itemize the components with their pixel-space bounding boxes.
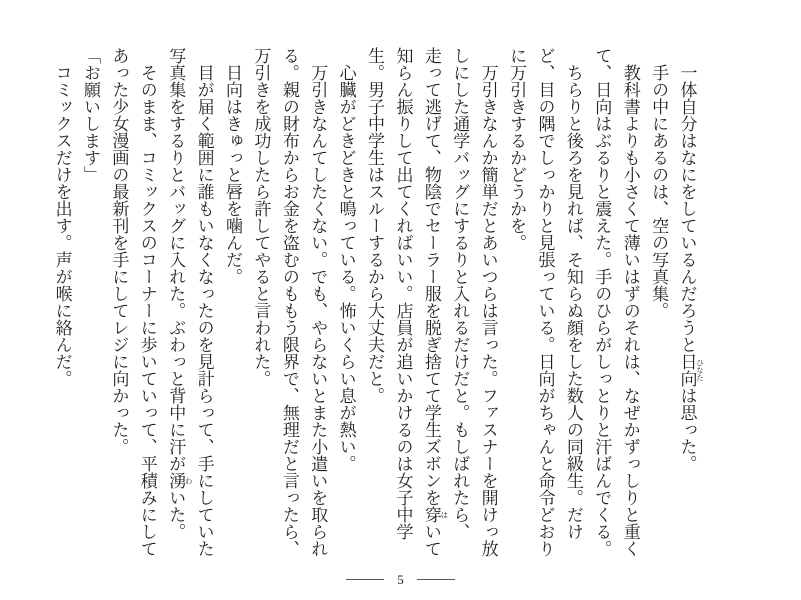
paragraph: 心臓がどきどきと鳴っている。怖いくらい息が熱い。 <box>336 64 356 472</box>
paragraph: ちらりと後ろを見れば、そ知らぬ顔をした数人の同級生。だけど、目の隅でしっかりと見張っている。日向がちゃんと命令どおりに万引きするかどうかを。 <box>507 47 583 557</box>
paragraph: そのまま、コミックスのコーナーに歩いていって、平積みにしてあった少女漫画の最新刊を手にしてレジに向かった。 <box>109 47 157 557</box>
ruby-annotated-word: 日向 ひなた <box>677 353 705 387</box>
footer-rule-left <box>346 579 384 580</box>
paragraph: 目が届く範囲に誰もいなくなったのを見計らって、手にしていた写真集をするりとバッグに入れた。ぶわっと背中に汗が湧 わいた。 <box>166 47 214 557</box>
paragraph: 教科書よりも小さくて薄いはずのそれは、なぜかずっしりと重くて、日向はぶるりと震えた。手のひらがしっとりと汗ばんでくる。 <box>592 47 640 557</box>
paragraph: 一体自分はなにをしているんだろうと日向 ひなたは思った。 <box>677 64 705 472</box>
page-number: 5 <box>397 572 404 587</box>
text-body <box>47 47 704 560</box>
page-footer <box>0 573 801 586</box>
paragraph: 日向はきゅっと唇を噛んだ。 <box>223 64 242 285</box>
paragraph: 「お願いします」 <box>80 47 100 183</box>
furigana: ひなた <box>695 353 705 387</box>
paragraph: 手の中にあるのは、空の写真集。 <box>649 64 669 319</box>
paragraph: 万引きなんてしたくない。でも、やらないとまた小遣いを取られる。親の財布からお金を盗むのももう限界で、無理だと言ったら、万引きを成功したら許してやると言われた。 <box>251 47 328 557</box>
ruby-annotated-word: 穿 は <box>421 506 449 523</box>
paragraph: 万引きなんか簡単だとあいつらは言った。ファスナーを開けっ放しにした通学バッグにするりと入れるだけだと。もしばれたら、走って逃げて、物陰でセーラー服を脱ぎ捨てて学生ズボンを穿 はいて知らん振りして出てくればいい。店員が追いかけるのは女子中学生。男子中学生はスルーするから大丈夫だと。 <box>365 47 498 557</box>
ruby-annotated-word: 湧 わ <box>166 472 194 489</box>
paragraph: コミックスだけを出す。声が喉に絡んだ。 <box>52 64 72 387</box>
furigana: は <box>439 506 449 523</box>
footer-rule-right <box>417 579 455 580</box>
furigana: わ <box>184 472 194 489</box>
